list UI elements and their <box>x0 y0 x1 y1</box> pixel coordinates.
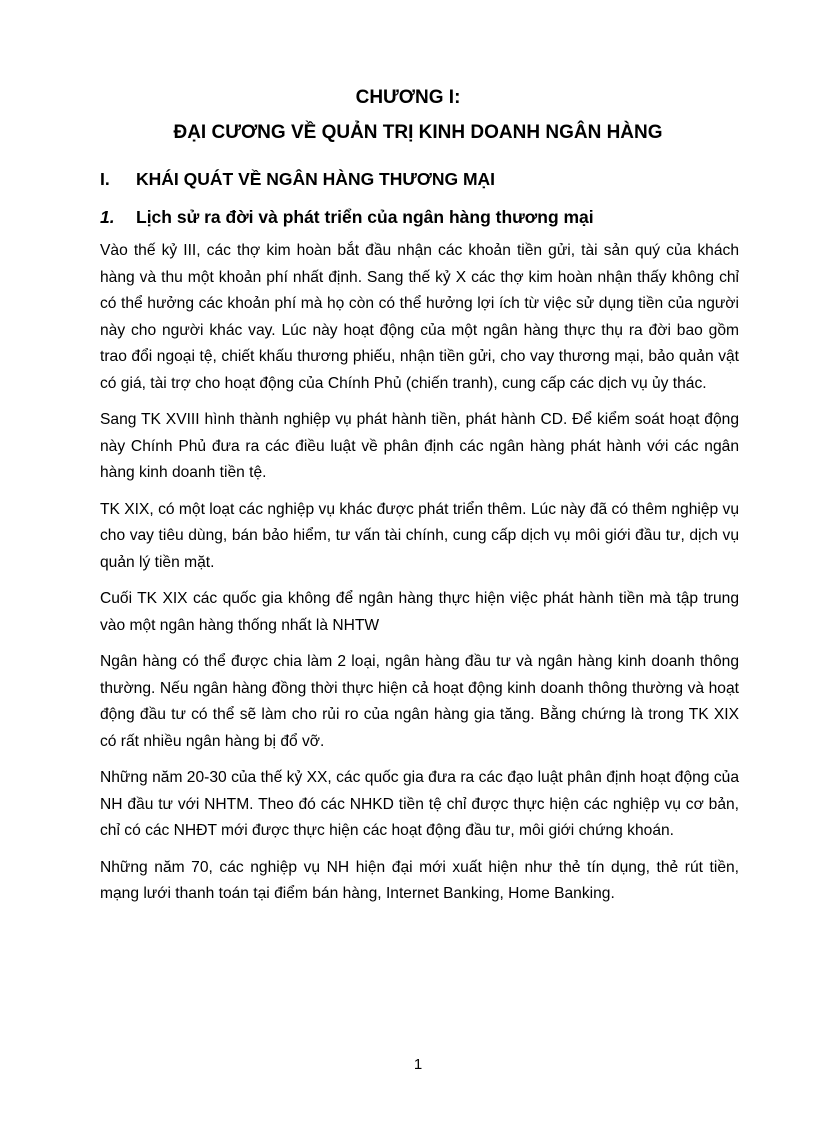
paragraph: Những năm 70, các nghiệp vụ NH hiện đại mới xuất hiện như thẻ tín dụng, thẻ rút tiền, mạng lưới thanh toán tại điểm bán hàng, Internet Banking, Home Banking. <box>100 858 739 902</box>
section-title: KHÁI QUÁT VỀ NGÂN HÀNG THƯƠNG MẠI <box>136 169 496 189</box>
paragraph: TK XIX, có một loạt các nghiệp vụ khác được phát triển thêm. Lúc này đã có thêm nghiệp vụ cho vay tiêu dùng, bán bảo hiểm, tư vấn tài chính, cung cấp dịch vụ môi giới đầu tư, dịch vụ quản lý tiền mặt. <box>100 500 739 571</box>
chapter-subtitle: ĐẠI CƯƠNG VỀ QUẢN TRỊ KINH DOANH NGÂN HÀNG <box>173 122 663 143</box>
body-text <box>100 238 739 918</box>
paragraph: Những năm 20-30 của thế kỷ XX, các quốc gia đưa ra các đạo luật phân định hoạt động của NH đầu tư với NHTM. Theo đó các NHKD tiền tệ chỉ được thực hiện các nghiệp vụ cơ bản, chỉ có các NHĐT mới được thực hiện các hoạt động đầu tư, môi giới chứng khoán. <box>100 769 739 839</box>
chapter-title: CHƯƠNG I: <box>355 87 461 108</box>
subsection-heading <box>100 206 594 228</box>
paragraph: Vào thế kỷ III, các thợ kim hoàn bắt đầu nhận các khoản tiền gửi, tài sản quý của khách hàng và thu một khoản phí nhất định. Sang thế kỷ X các thợ kim hoàn nhận thấy không chỉ có thể hưởng các khoản phí mà họ còn có thể hưởng lợi ích từ việc sử dụng tiền của người này cho người khác vay. Lúc này hoạt động của một ngân hàng thực thụ ra đời bao gồm trao đổi ngoại tệ, chiết khấu thương phiếu, nhận tiền gửi, cho vay thương mại, bảo quản vật có giá, tài trợ cho hoạt động của Chính Phủ (chiến tranh), cung cấp các dịch vụ ủy thác. <box>100 242 739 392</box>
subsection-title: Lịch sử ra đời và phát triển của ngân hàng thương mại <box>136 207 594 227</box>
paragraph: Ngân hàng có thể được chia làm 2 loại, ngân hàng đầu tư và ngân hàng kinh doanh thông thường. Nếu ngân hàng đồng thời thực hiện cả hoạt động kinh doanh thông thường và hoạt động đầu tư có thể sẽ làm cho rủi ro của ngân hàng gia tăng. Bằng chứng là trong TK XIX có rất nhiều ngân hàng bị đổ vỡ. <box>100 653 739 750</box>
paragraph: Cuối TK XIX các quốc gia không để ngân hàng thực hiện việc phát hành tiền mà tập trung vào một ngân hàng thống nhất là NHTW <box>100 590 739 634</box>
section-heading <box>100 168 495 190</box>
paragraph: Sang TK XVIII hình thành nghiệp vụ phát hành tiền, phát hành CD. Để kiểm soát hoạt động này Chính Phủ đưa ra các điều luật về phân định các ngân hàng phát hành với các ngân hàng kinh doanh tiền tệ. <box>100 411 739 481</box>
section-number: I. <box>100 169 110 189</box>
subsection-number: 1. <box>100 207 115 227</box>
page-number: 1 <box>413 1056 423 1073</box>
